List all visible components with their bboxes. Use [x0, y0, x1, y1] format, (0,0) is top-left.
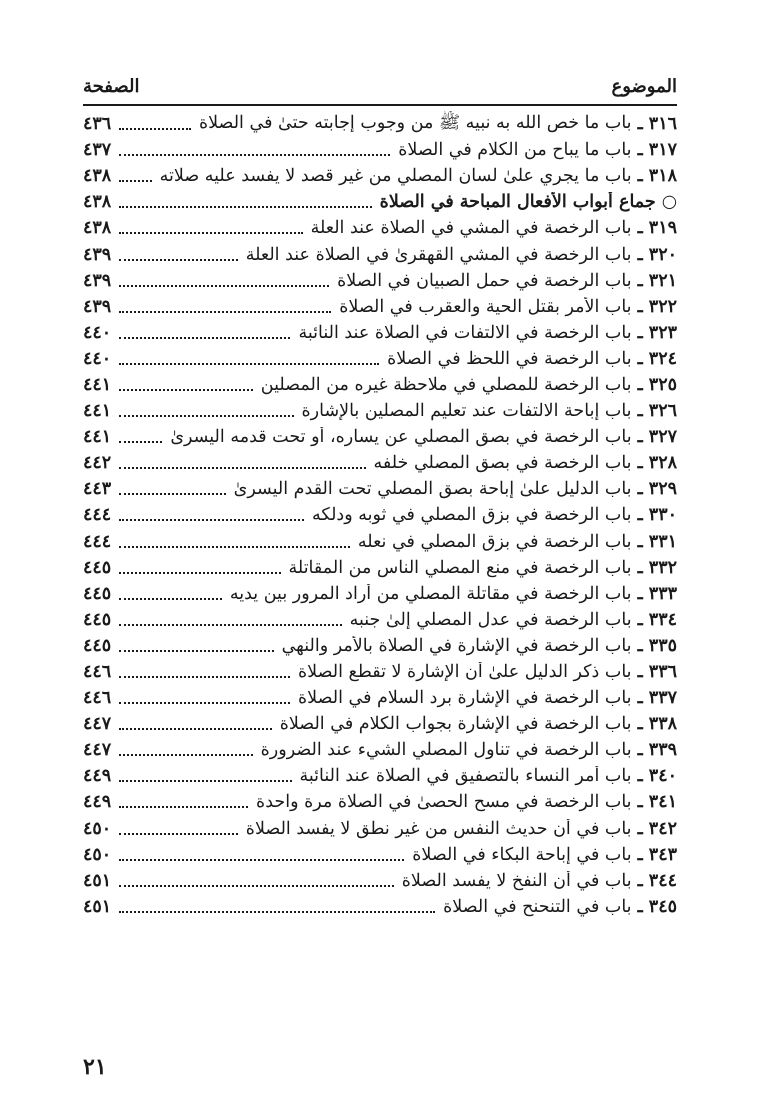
toc-entry [83, 268, 677, 294]
entry-page: ٤٥١ [83, 870, 112, 891]
dot-leader [119, 728, 271, 730]
entry-title: باب في أن النفخ لا يفسد الصلاة [401, 870, 632, 891]
dot-leader [119, 180, 151, 182]
entry-page: ٤٣٩ [83, 244, 112, 265]
toc-entry [83, 215, 677, 241]
dot-leader [119, 676, 290, 678]
page-number: ٢١ [83, 1054, 107, 1080]
dot-leader [119, 154, 390, 156]
entry-title: باب الرخصة في عدل المصلي إلىٰ جنبه [349, 609, 632, 630]
entry-page: ٤٥١ [83, 896, 112, 917]
entry-title: باب الرخصة في تناول المصلي الشيء عند الضرورة [260, 740, 632, 761]
entry-page: ٤٣٨ [83, 192, 112, 213]
page-column-label: الصفحة [83, 75, 140, 97]
entry-page: ٤٤١ [83, 401, 112, 422]
entry-title: باب إباحة الالتفات عند تعليم المصلين بالإشارة [301, 401, 632, 422]
entry-title: باب ما يجري علىٰ لسان المصلي من غير قصد لا يفسد عليه صلاته [159, 166, 632, 187]
entry-number: ٣٣٠ ـ [637, 505, 677, 526]
toc-list [83, 111, 677, 920]
entry-title: باب الرخصة في الالتفات في الصلاة عند النائبة [298, 322, 632, 343]
dot-leader [119, 259, 238, 261]
entry-title: باب الرخصة في الإشارة في الصلاة بالأمر والنهي [281, 635, 632, 656]
entry-page: ٤٤٧ [83, 714, 112, 735]
entry-title: باب الرخصة في اللحظ في الصلاة [387, 348, 632, 369]
dot-leader [119, 493, 225, 495]
entry-page: ٤٤٩ [83, 792, 112, 813]
entry-number: ٣٢٢ ـ [637, 296, 677, 317]
entry-page: ٤٤٩ [83, 766, 112, 787]
entry-page: ٤٤٤ [83, 531, 112, 552]
entry-number: ٣٣٢ ـ [637, 557, 677, 578]
entry-number: ٣٣٣ ـ [637, 583, 677, 604]
entry-title: باب أمر النساء بالتصفيق في الصلاة عند النائبة [299, 766, 632, 787]
toc-entry [83, 894, 677, 920]
entry-number: ٣٢٥ ـ [637, 374, 677, 395]
toc-entry [83, 737, 677, 763]
entry-number: ٣٤٢ ـ [637, 818, 677, 839]
entry-title: باب الرخصة في مقاتلة المصلي من أراد المرور بين يديه [229, 583, 632, 604]
entry-title: باب الرخصة في حمل الصبيان في الصلاة [337, 270, 632, 291]
entry-page: ٤٤٢ [83, 453, 112, 474]
toc-entry [83, 555, 677, 581]
entry-title: باب في أن حديث النفس من غير نطق لا يفسد الصلاة [245, 818, 632, 839]
entry-number: ٣٤٠ ـ [637, 766, 677, 787]
entry-title: باب الرخصة للمصلي في ملاحظة غيره من المصلين [260, 374, 632, 395]
toc-entry [83, 842, 677, 868]
dot-leader [119, 806, 248, 808]
entry-title: باب الرخصة في بزق المصلي في ثوبه ودلكه [312, 505, 632, 526]
entry-page: ٤٣٩ [83, 296, 112, 317]
toc-entry [83, 659, 677, 685]
toc-entry [83, 789, 677, 815]
dot-leader [119, 702, 290, 704]
toc-entry [83, 476, 677, 502]
dot-leader [119, 232, 302, 234]
entry-number: ٣١٧ ـ [637, 140, 677, 161]
toc-entry [83, 685, 677, 711]
entry-number: ٣٢٧ ـ [637, 427, 677, 448]
entry-number: ٣٣٩ ـ [637, 740, 677, 761]
entry-page: ٤٤٦ [83, 662, 112, 683]
entry-number: ٣٢٦ ـ [637, 401, 677, 422]
dot-leader [119, 572, 280, 574]
toc-entry [83, 868, 677, 894]
entry-title: باب الرخصة في المشي القهقرىٰ في الصلاة عند العلة [245, 244, 632, 265]
entry-number: ٣٣٦ ـ [637, 662, 677, 683]
entry-number: ٣١٩ ـ [637, 218, 677, 239]
entry-number: ٣٣١ ـ [637, 531, 677, 552]
dot-leader [119, 780, 291, 782]
toc-entry [83, 137, 677, 163]
toc-entry [83, 607, 677, 633]
entry-title: باب الدليل علىٰ إباحة بصق المصلي تحت القدم اليسرىٰ [233, 479, 632, 500]
group-marker-icon: ○ [661, 192, 677, 213]
entry-number: ٣٢٤ ـ [637, 348, 677, 369]
entry-page: ٤٤٥ [83, 609, 112, 630]
dot-leader [119, 337, 290, 339]
entry-title: باب في إباحة البكاء في الصلاة [412, 844, 632, 865]
dot-leader [119, 833, 238, 835]
entry-title: باب الرخصة في منع المصلي الناس من المقاتلة [288, 557, 632, 578]
toc-entry [83, 711, 677, 737]
entry-number: ٣٤٥ ـ [637, 896, 677, 917]
entry-page: ٤٤٧ [83, 740, 112, 761]
entry-number: ٣١٦ ـ [637, 114, 677, 135]
entry-title: باب الرخصة في بصق المصلي عن يساره، أو تحت قدمه اليسرىٰ [170, 427, 632, 448]
entry-page: ٤٤٠ [83, 348, 112, 369]
dot-leader [119, 546, 350, 548]
dot-leader [119, 598, 222, 600]
entry-title: باب الرخصة في بصق المصلي خلفه [373, 453, 632, 474]
entry-title: باب في التنحنح في الصلاة [443, 896, 632, 917]
dot-leader [119, 415, 293, 417]
entry-number: ٣٢٩ ـ [637, 479, 677, 500]
toc-entry [83, 502, 677, 528]
entry-number: ٣٢٣ ـ [637, 322, 677, 343]
dot-leader [119, 754, 252, 756]
toc-entry [83, 111, 677, 137]
toc-entry [83, 398, 677, 424]
entry-number: ٣٣٧ ـ [637, 688, 677, 709]
entry-page: ٤٥٠ [83, 818, 112, 839]
dot-leader [119, 441, 162, 443]
entry-page: ٤٥٠ [83, 844, 112, 865]
toc-entry [83, 294, 677, 320]
entry-page: ٤٤٤ [83, 505, 112, 526]
dot-leader [119, 363, 379, 365]
entry-page: ٤٣٨ [83, 166, 112, 187]
toc-entry [83, 581, 677, 607]
topic-column-label: الموضوع [611, 75, 677, 97]
entry-title: باب الرخصة في مسح الحصىٰ في الصلاة مرة واحدة [256, 792, 632, 813]
header-divider [83, 104, 677, 106]
entry-number: ٣٤٣ ـ [637, 844, 677, 865]
dot-leader [119, 519, 304, 521]
dot-leader [119, 311, 331, 313]
entry-title: باب ما خص الله به نبيه ﷺ من وجوب إجابته حتىٰ في الصلاة [198, 113, 632, 134]
toc-entry [83, 816, 677, 842]
entry-number: ٣٤١ ـ [637, 792, 677, 813]
entry-page: ٤٣٧ [83, 140, 112, 161]
toc-entry [83, 424, 677, 450]
entry-number: ٣٢٨ ـ [637, 453, 677, 474]
entry-number: ٣٣٤ ـ [637, 609, 677, 630]
entry-page: ٤٤٠ [83, 322, 112, 343]
dot-leader [119, 624, 341, 626]
entry-number: ٣٣٥ ـ [637, 635, 677, 656]
dot-leader [119, 206, 371, 208]
dot-leader [119, 467, 365, 469]
dot-leader [119, 128, 191, 130]
entry-number: ٣٤٤ ـ [637, 870, 677, 891]
toc-header [83, 74, 677, 98]
entry-title: باب ما يباح من الكلام في الصلاة [398, 140, 632, 161]
toc-group-heading [83, 189, 677, 215]
entry-number: ٣٢١ ـ [637, 270, 677, 291]
dot-leader [119, 911, 435, 913]
entry-title: باب الرخصة في الإشارة برد السلام في الصلاة [297, 688, 632, 709]
entry-title: باب الأمر بقتل الحية والعقرب في الصلاة [339, 296, 632, 317]
dot-leader [119, 859, 404, 861]
toc-entry [83, 346, 677, 372]
entry-title: باب الرخصة في المشي في الصلاة عند العلة [310, 218, 632, 239]
dot-leader [119, 285, 329, 287]
entry-title: باب ذكر الدليل علىٰ أن الإشارة لا تقطع الصلاة [298, 662, 632, 683]
entry-page: ٤٣٦ [83, 114, 112, 135]
toc-entry [83, 372, 677, 398]
entry-number: ٣٢٠ ـ [637, 244, 677, 265]
entry-number: ٣١٨ ـ [637, 166, 677, 187]
toc-entry [83, 633, 677, 659]
entry-page: ٤٣٨ [83, 218, 112, 239]
toc-entry [83, 320, 677, 346]
entry-title: باب الرخصة في الإشارة بجواب الكلام في الصلاة [279, 714, 632, 735]
entry-page: ٤٤٥ [83, 557, 112, 578]
dot-leader [119, 885, 394, 887]
entry-page: ٤٤١ [83, 427, 112, 448]
toc-entry [83, 529, 677, 555]
entry-page: ٤٤١ [83, 374, 112, 395]
entry-number: ٣٣٨ ـ [637, 714, 677, 735]
entry-title: جماع أبواب الأفعال المباحة في الصلاة [379, 192, 656, 213]
toc-entry [83, 450, 677, 476]
entry-page: ٤٤٥ [83, 635, 112, 656]
entry-page: ٤٤٥ [83, 583, 112, 604]
entry-page: ٤٤٦ [83, 688, 112, 709]
dot-leader [119, 650, 273, 652]
toc-entry [83, 163, 677, 189]
entry-title: باب الرخصة في بزق المصلي في نعله [357, 531, 632, 552]
toc-entry [83, 241, 677, 267]
entry-page: ٤٤٣ [83, 479, 112, 500]
dot-leader [119, 389, 253, 391]
toc-entry [83, 763, 677, 789]
entry-page: ٤٣٩ [83, 270, 112, 291]
